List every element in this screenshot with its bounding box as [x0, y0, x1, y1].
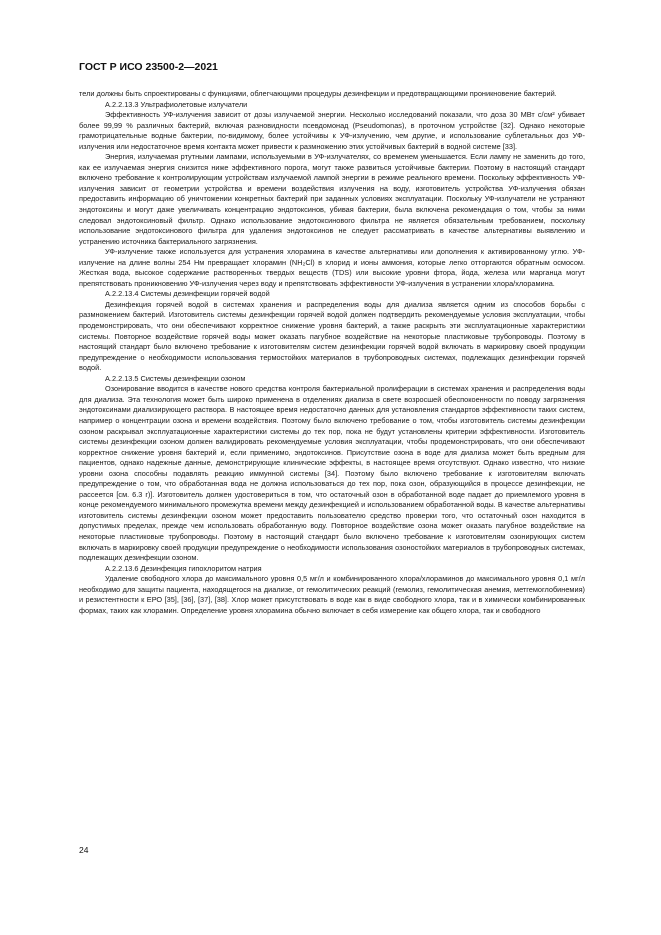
paragraph: Дезинфекция горячей водой в системах хранения и распределения воды для диализа является одним из способов борьбы с размножением бактерий. Изготовитель системы дезинфекции горячей водой должен подтвердить рекомендуемые условия эксплуатации, чтобы продемонстрировать, что они обеспечивают корректное снижение уровня бактерий, а также раскрыть эти эксплуатационные характеристики системы. Повторное воздействие горячей воды может оказать пагубное воздействие на некоторые пластиковые трубопроводы. Поэтому в настоящий стандарт было включено требование к изготовителям систем дезинфекции горячей водой включать в маркировку своей продукции предупреждение о необходимости использования термостойких материалов в трубопроводных системах, подлежащих дезинфекции горячей водой.: [79, 299, 585, 373]
paragraph: Удаление свободного хлора до максимального уровня 0,5 мг/л и комбинированного хлора/хлораминов до максимального уровня 0,1 мг/л необходимо для защиты пациента, находящегося на диализе, от гемолитических реакций (гемолиз, гемолитическая анемия, метгемоглобинемия) и резистентности к ЕРО [35], [36], [37], [38]. Хлор может присутствовать в воде как в виде свободного хлора, так и в химически комбинированных формах, таких как хлорамин. Определение уровня хлорамина обычно включает в себя измерение как общего хлора, так и свободного: [79, 574, 585, 615]
document-body: [79, 89, 585, 616]
paragraph: Озонирование вводится в качестве нового средства контроля бактериальной пролиферации в системах хранения и распределения воды для диализа. Эта технология может быть широко применена в отделениях диализа в свете возросшей обеспокоенности по поводу загрязнения эндотоксинами диализирующего раствора. В настоящее время недостаточно данных для установления стандартов эффективности таких систем, например о концентрации озона и времени воздействия. Поэтому было включено требование о том, чтобы изготовитель системы дезинфекции озоном раскрывал эксплуатационные характеристики системы до тех пор, пока не будут установлены критерии эффективности. Изготовитель системы дезинфекции озоном должен валидировать рекомендуемые условия эксплуатации, чтобы продемонстрировать, что они обеспечивают корректное снижение уровня бактерий и, если применимо, эндотоксинов. Присутствие озона в воде для диализа может быть вредным для пациентов, однако надежные данные, демонстрирующие клинические эффекты, в настоящее время отсутствуют. Однако известно, что низкие уровни озона способны подавлять реакцию иммунной системы [34]. Поэтому было включено требование к изготовителям включать предупреждение о том, что обработанная вода не должна использоваться до тех пор, пока озон, образующийся в процессе дезинфекции, не рассеется [см. 6.3 r)]. Изготовитель должен удостовериться в том, что остаточный озон в обработанной воде падает до приемлемого уровня в конце рекомендуемого минимального промежутка времени между дезинфекцией и использованием обработанной воды. В качестве альтернативы изготовитель системы дезинфекции озоном может предоставить пользователю средство проверки того, что остаточный озон находится в допустимых пределах, прежде чем использовать обработанную воду. Повторное воздействие озона может оказать пагубное воздействие на некоторые пластиковые трубопроводы. Поэтому в настоящий стандарт было включено требование к изготовителям озонирующих систем включать в маркировку своей продукции предупреждение о необходимости использования озоностойких материалов в трубопроводных системах, подлежащих дезинфекции озоном.: [79, 384, 585, 563]
paragraph: Эффективность УФ-излучения зависит от дозы излучаемой энергии. Несколько исследований показали, что доза 30 МВт с/см² убивает более 99,99 % различных бактерий, включая разновидности псевдомонад (Pseudomonas), в проточном устройстве [32]. Однако некоторые грамотрицательные водные бактерии, по-видимому, более устойчивы к УФ-излучению, чем другие, и использование сублетальных доз УФ-излучения или недостаточное время контакта может привести к размножению этих устойчивых бактерий в водной системе [33].: [79, 110, 585, 151]
paragraph: Энергия, излучаемая ртутными лампами, используемыми в УФ-излучателях, со временем уменьшается. Если лампу не заменить до того, как ее излучаемая энергия снизится ниже эффективного порога, могут также развиться устойчивые бактерии. Поэтому в настоящий стандарт включено требование к контролирующим устройствам излучаемой лампой энергии в режиме реального времени. Поскольку эффективность УФ-излучения зависит от геометрии устройства и времени воздействия излучения на воду, изготовитель устройства УФ-излучения обязан предоставить информацию об уничтожении конкретных бактерий при заданных условиях эксплуатации. Поскольку УФ-излучатели не устраняют эндотоксины и могут даже увеличивать концентрацию эндотоксинов, убивая бактерии, была включена рекомендация о том, чтобы за ними следовал эндотоксиновый фильтр. Однако использование эндотоксинового фильтра не является обязательным требованием, поскольку использование эндотоксинового фильтра для удаления эндотоксинов не следует рассматривать в качестве альтернативы выявлению и устранению источника бактериального загрязнения.: [79, 152, 585, 246]
paragraph: тели должны быть спроектированы с функциями, облегчающими процедуры дезинфекции и предотвращающими проникновение бактерий.: [79, 89, 557, 98]
page-number: 24: [79, 845, 89, 855]
section-heading: А.2.2.13.3 Ультрафиолетовые излучатели: [105, 99, 248, 109]
section-heading: А.2.2.13.5 Системы дезинфекции озоном: [105, 373, 246, 383]
section-heading: А.2.2.13.4 Системы дезинфекции горячей водой: [105, 289, 270, 299]
paragraph: УФ-излучение также используется для устранения хлорамина в качестве альтернативы или дополнения к активированному углю. УФ-излучение на длине волны 254 Нм превращает хлорамин (NH₂Cl) в хлорид и ионы аммония, которые легко отторгаются обратным осмосом. Жесткая вода, высокое содержание растворенных твердых веществ (TDS) или высокие уровни фтора, йода, железа или марганца могут препятствовать проникновению УФ-излучения через воду и препятствовать эффективности УФ-излучения в устранении хлора/хлорамина.: [79, 247, 585, 288]
section-heading: А.2.2.13.6 Дезинфекция гипохлоритом натрия: [105, 563, 262, 573]
document-header: ГОСТ Р ИСО 23500-2—2021: [79, 61, 218, 73]
